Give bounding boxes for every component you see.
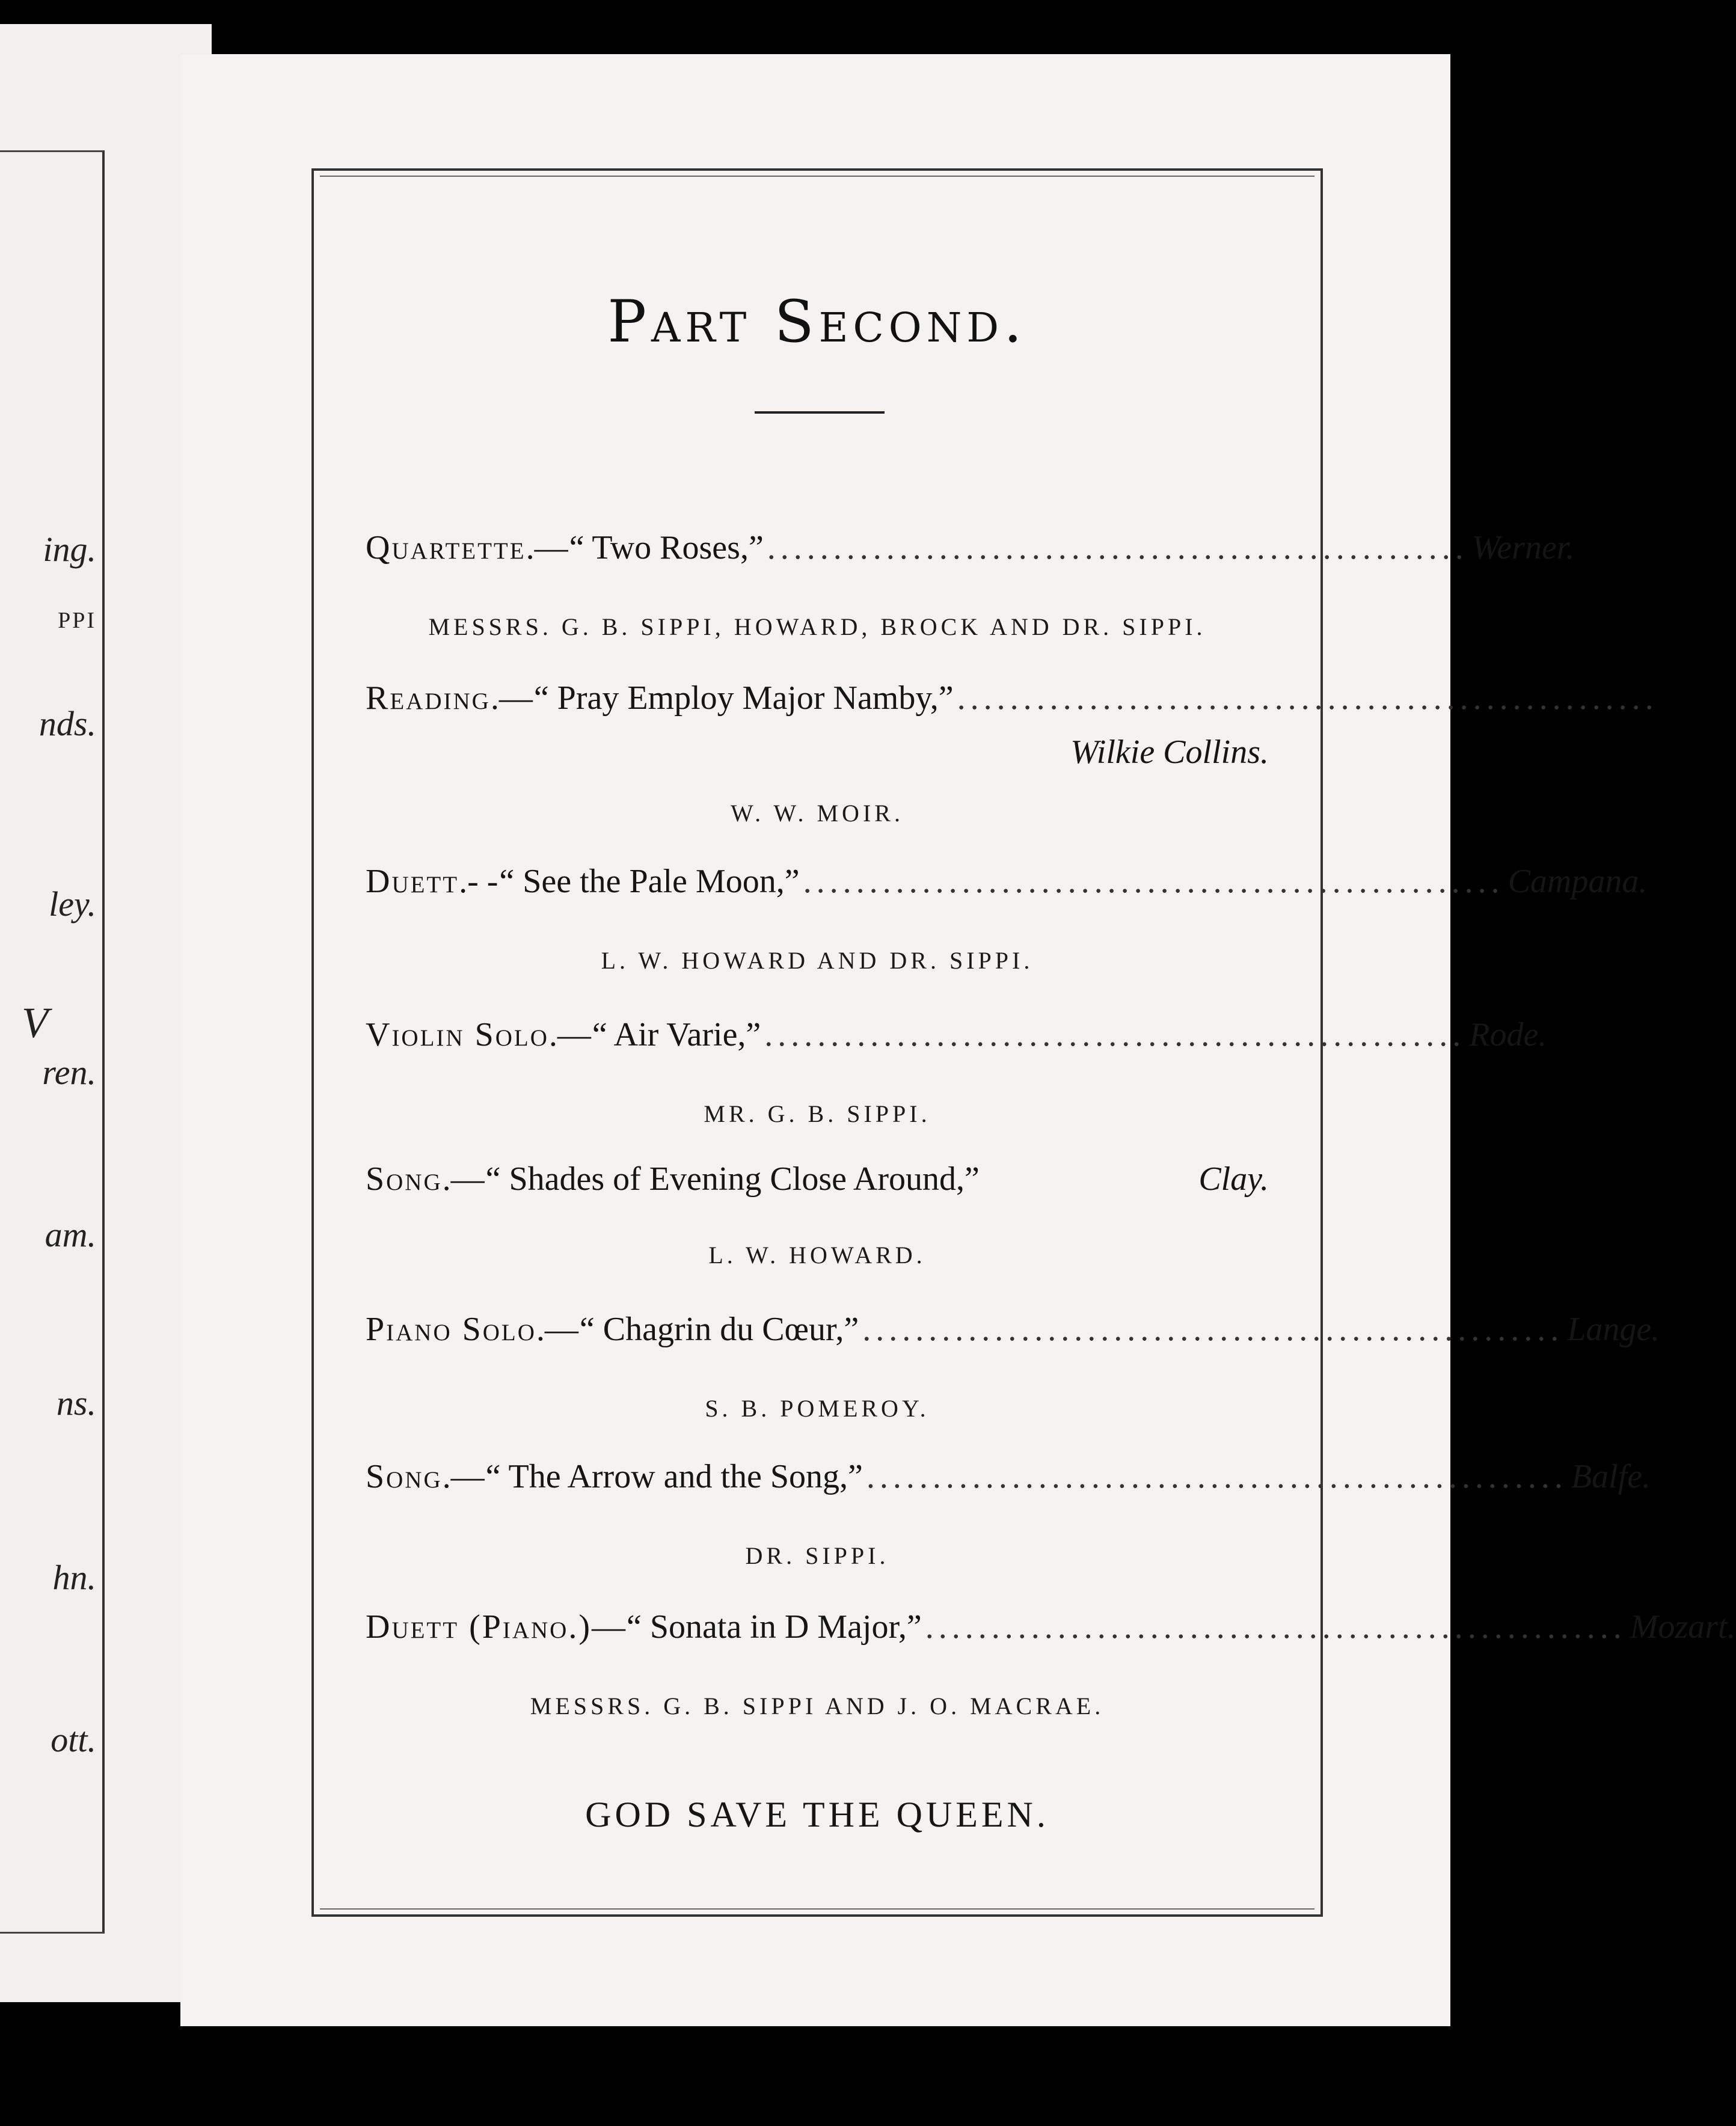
program-item-line: [366, 679, 1658, 727]
program-item-line: [366, 862, 1648, 910]
left-page-fragment: PPI: [58, 608, 96, 633]
item-performers: MESSRS. G. B. SIPPI, HOWARD, BROCK AND DR. SIPPI.: [428, 613, 1206, 640]
item-performers: L. W. HOWARD AND DR. SIPPI.: [601, 947, 1034, 974]
program-frame: [311, 168, 1736, 1917]
item-separator: .—: [536, 1311, 578, 1348]
leader-dots: .....................................................: [957, 679, 1658, 717]
program-item-line: [366, 1310, 1660, 1358]
item-kind: Piano Solo: [366, 1311, 536, 1348]
item-piece: “ Pray Employ Major Namby,”: [533, 679, 954, 717]
left-page-fragment: ing.: [43, 530, 96, 569]
item-piece: “ Two Roses,”: [569, 529, 764, 566]
item-performers: MR. G. B. SIPPI.: [704, 1100, 931, 1127]
item-composer: Clay.: [1198, 1160, 1269, 1198]
program-item-line: [366, 1608, 1736, 1656]
item-kind: Duett (Piano.): [366, 1608, 592, 1646]
item-piece: “ Sonata in D Major,”: [627, 1608, 922, 1646]
item-performers: MESSRS. G. B. SIPPI AND J. O. MACRAE.: [530, 1693, 1105, 1720]
left-page-fragment: ott.: [51, 1720, 96, 1759]
leader-dots: .....................................................: [862, 1311, 1564, 1348]
item-piece: “ Shades of Evening Close Around,”: [485, 1160, 980, 1198]
item-piece: “ Air Varie,”: [592, 1016, 761, 1053]
leader-dots: .....................................................: [803, 863, 1504, 900]
item-composer: Campana.: [1507, 863, 1648, 900]
left-page-fragment: ren.: [42, 1053, 96, 1092]
item-composer: Balfe.: [1571, 1458, 1651, 1495]
item-piece: “ Chagrin du Cœur,”: [579, 1311, 859, 1348]
item-separator: .—: [526, 529, 568, 566]
right-page: [180, 54, 1736, 2026]
item-separator: .—: [442, 1160, 485, 1198]
item-performers: DR. SIPPI.: [745, 1542, 889, 1569]
item-kind: Quartette: [366, 529, 526, 566]
item-performers: L. W. HOWARD.: [708, 1242, 926, 1269]
closing-line: GOD SAVE THE QUEEN.: [585, 1795, 1049, 1834]
item-kind: Duett: [366, 863, 459, 900]
left-page-fragment: V: [22, 999, 48, 1047]
leader-dots: .....................................................: [767, 529, 1468, 566]
item-separator: .—: [490, 679, 533, 717]
item-kind: Song: [366, 1458, 443, 1495]
leader-dots: .....................................................: [866, 1458, 1568, 1495]
left-page-fragment: nds.: [38, 704, 96, 743]
item-kind: Reading: [366, 679, 491, 717]
program-item-line: [366, 528, 1575, 577]
item-separator: .- -: [459, 863, 498, 900]
item-piece: “ See the Pale Moon,”: [499, 863, 800, 900]
item-performers: W. W. MOIR.: [731, 800, 904, 827]
item-piece: “ The Arrow and the Song,”: [485, 1458, 863, 1495]
item-performers: S. B. POMEROY.: [705, 1395, 930, 1422]
item-separator: .—: [548, 1016, 591, 1053]
leader-dots: .....................................................: [925, 1608, 1627, 1646]
title-divider: [755, 411, 885, 414]
item-composer: Rode.: [1469, 1016, 1547, 1053]
program-item-line: [366, 1016, 1547, 1064]
program-item-line: [366, 1160, 1269, 1208]
item-kind: Song: [366, 1160, 443, 1198]
left-page-fragment: ns.: [56, 1383, 96, 1423]
left-page-fragment: ley.: [49, 884, 96, 924]
program-item-line: [366, 1457, 1651, 1506]
item-kind: Violin Solo: [366, 1016, 549, 1053]
left-page-fragment: hn.: [52, 1558, 96, 1597]
item-separator: —: [592, 1608, 625, 1646]
leader-dots: .....................................................: [764, 1016, 1466, 1053]
item-composer: Wilkie Collins.: [1070, 734, 1269, 771]
program-title: Part Second.: [607, 288, 1027, 355]
item-composer: Lange.: [1567, 1311, 1660, 1348]
item-composer: Werner.: [1471, 529, 1575, 566]
left-page-fragment: am.: [44, 1215, 96, 1254]
item-separator: .—: [442, 1458, 485, 1495]
item-composer: Mozart.: [1630, 1608, 1736, 1646]
